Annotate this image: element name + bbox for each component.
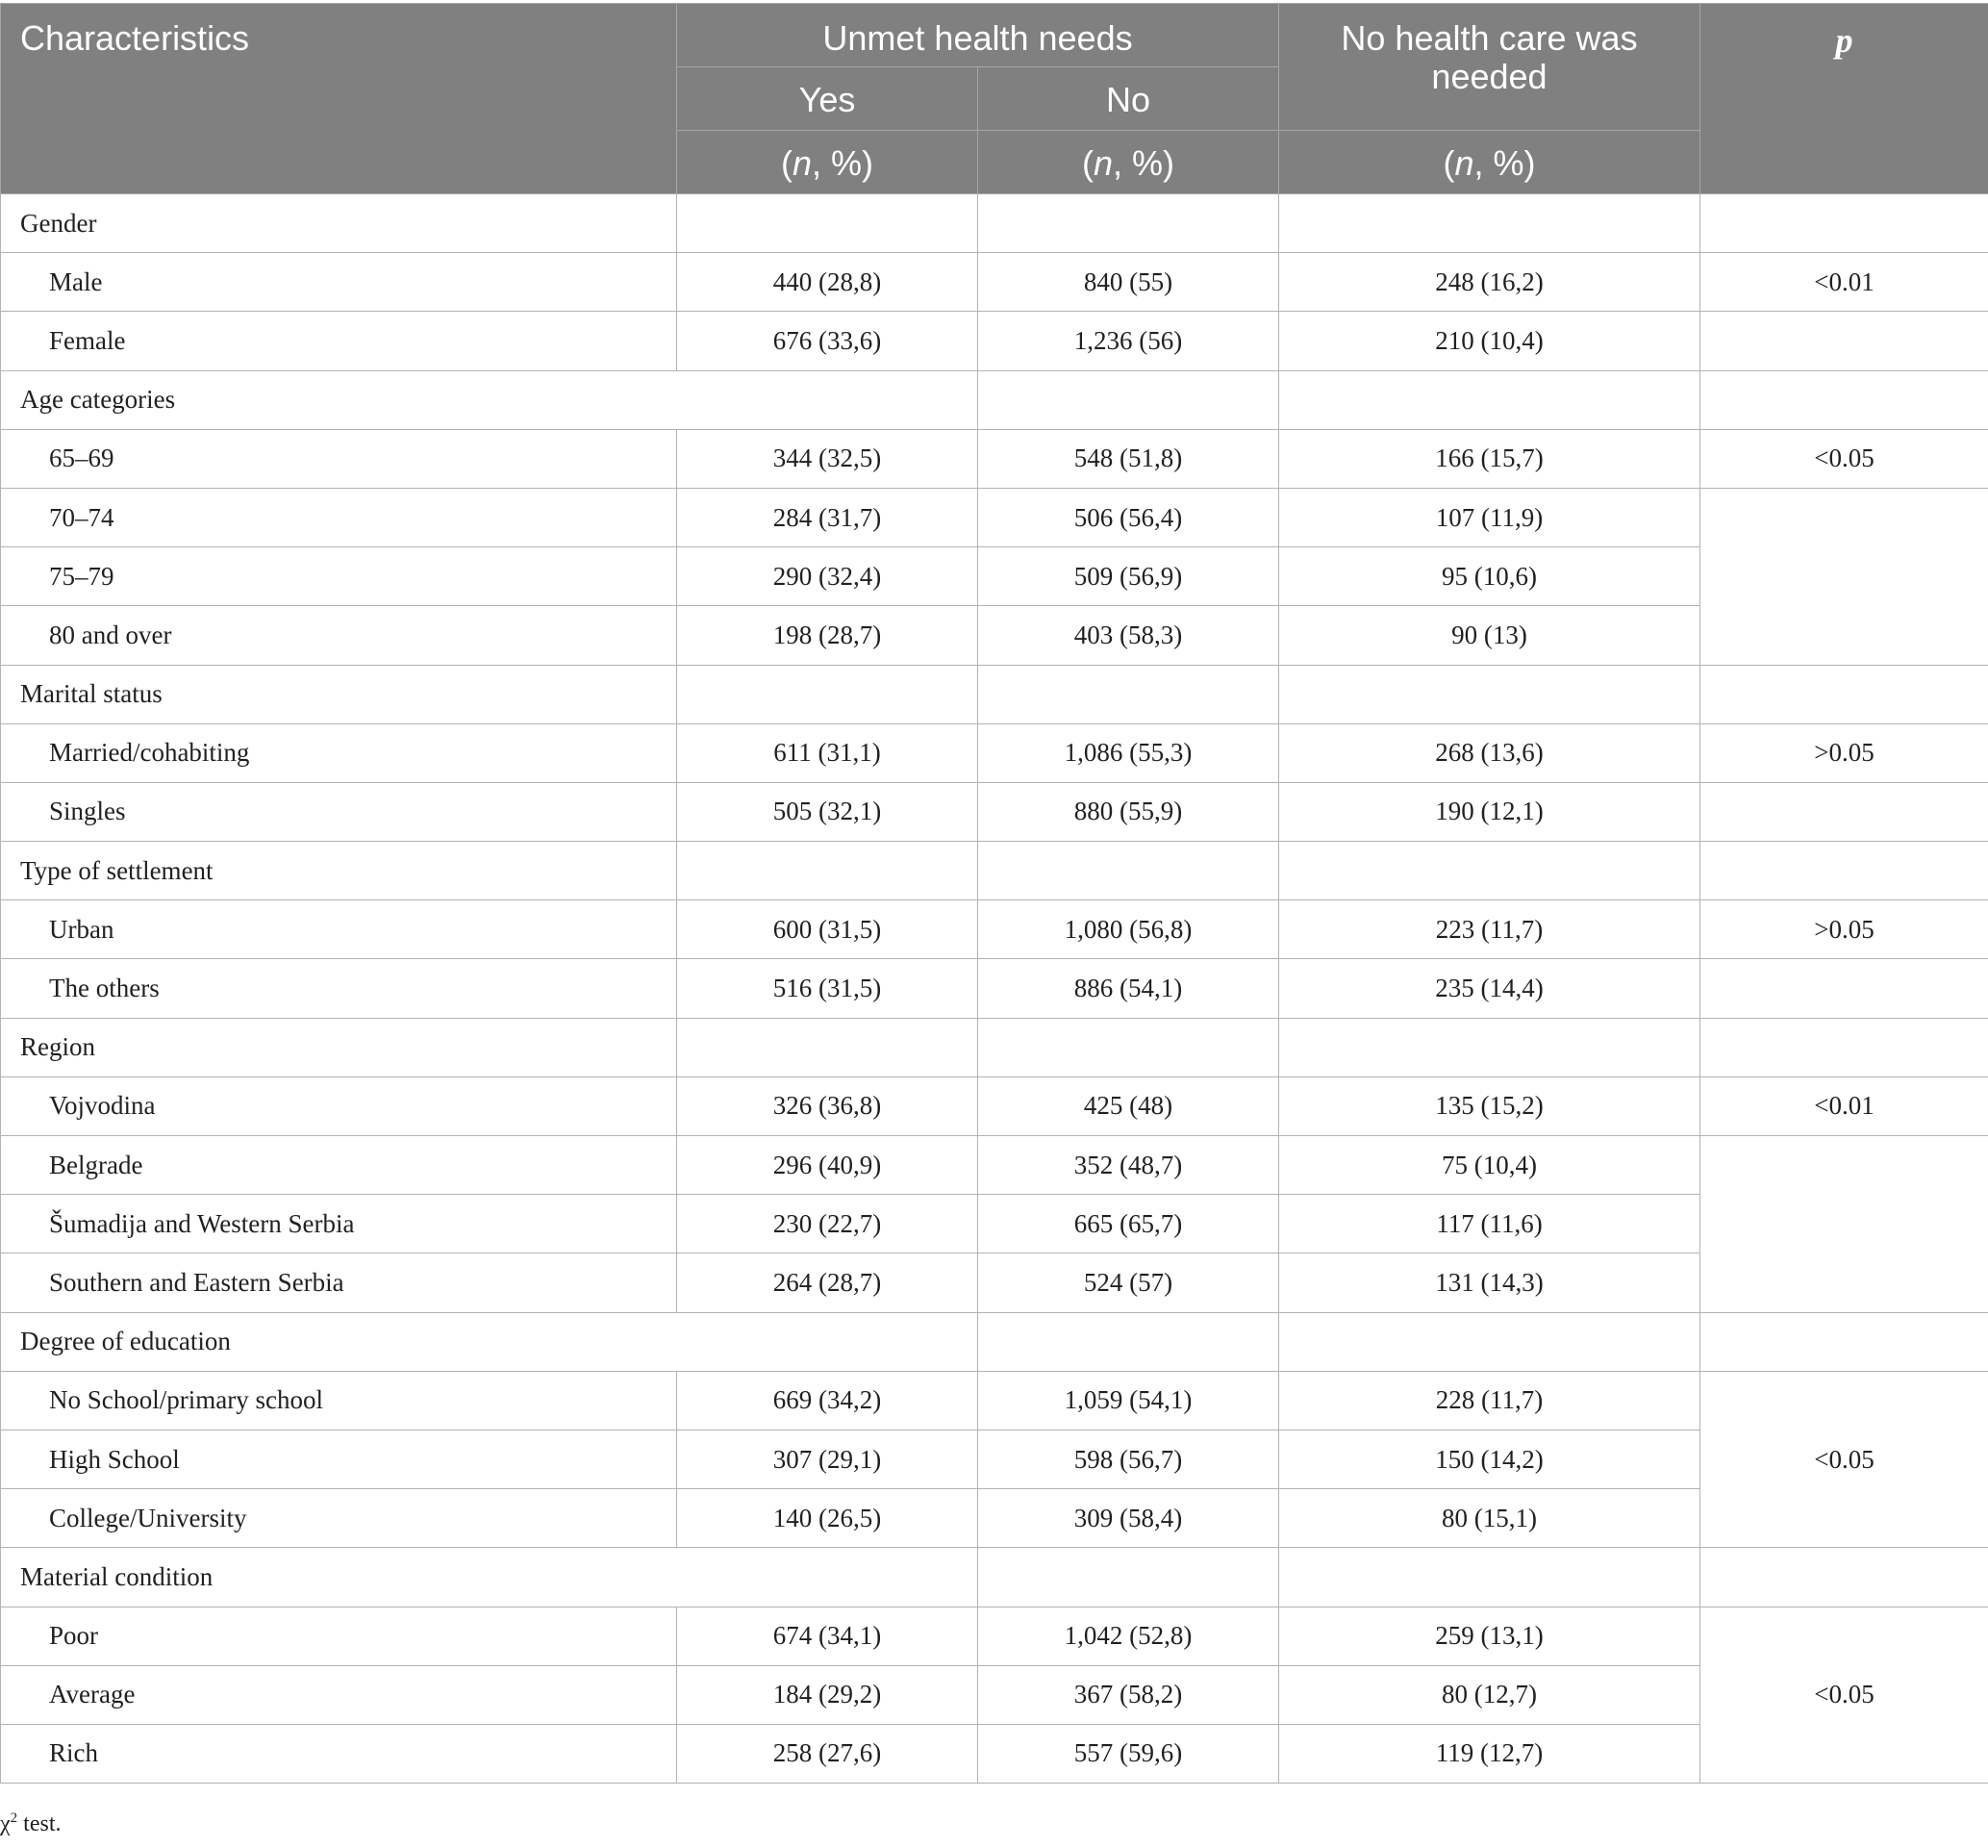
table-row [1,312,1988,370]
header-characteristics: Characteristics [1,4,677,194]
value-no-care: 268 (13,6) [1279,723,1700,782]
empty-cell [1700,1312,1988,1371]
empty-cell [1700,370,1988,429]
empty-cell [677,1018,978,1076]
p-value: >0.05 [1700,723,1988,782]
empty-cell [1700,665,1988,723]
value-no-care: 210 (10,4) [1279,312,1700,370]
value-yes: 296 (40,9) [677,1136,978,1195]
row-label: The others [1,959,677,1018]
group-label: Degree of education [1,1312,978,1371]
value-yes: 284 (31,7) [677,488,978,546]
table-body [1,194,1988,1784]
empty-cell [1700,1136,1988,1313]
empty-cell [1700,782,1988,841]
table-row [1,1371,1988,1430]
table-row [1,1724,1988,1783]
table-row [1,1430,1988,1488]
group-header-row [1,842,1988,900]
value-no: 886 (54,1) [978,959,1279,1018]
value-yes: 669 (34,2) [677,1371,978,1430]
p-value: <0.05 [1700,1607,1988,1784]
value-no-care: 80 (15,1) [1279,1489,1700,1548]
group-header-row [1,370,1988,429]
row-label: Southern and Eastern Serbia [1,1253,677,1312]
value-no: 1,236 (56) [978,312,1279,370]
header-unit-no: (n, %) [978,131,1279,194]
table-row [1,1489,1988,1548]
table-row [1,1607,1988,1665]
empty-cell [978,1548,1279,1607]
empty-cell [978,1018,1279,1076]
value-yes: 600 (31,5) [677,900,978,959]
value-no-care: 95 (10,6) [1279,547,1700,606]
empty-cell [978,665,1279,723]
value-yes: 230 (22,7) [677,1195,978,1253]
table-row [1,782,1988,841]
empty-cell [978,842,1279,900]
empty-cell [1279,1018,1700,1076]
group-header-row [1,1312,1988,1371]
footnote: $\chi^2$ test. [0,1810,62,1836]
table-row [1,1136,1988,1195]
value-no: 880 (55,9) [978,782,1279,841]
p-value: <0.05 [1700,429,1988,488]
value-no: 425 (48) [978,1076,1279,1135]
row-label: College/University [1,1489,677,1548]
value-no-care: 248 (16,2) [1279,253,1700,312]
empty-cell [677,842,978,900]
group-header-row [1,665,1988,723]
empty-cell [1700,194,1988,253]
value-yes: 676 (33,6) [677,312,978,370]
table-row [1,606,1988,665]
value-yes: 140 (26,5) [677,1489,978,1548]
value-no-care: 150 (14,2) [1279,1430,1700,1488]
value-yes: 505 (32,1) [677,782,978,841]
row-label: Šumadija and Western Serbia [1,1195,677,1253]
empty-cell [677,194,978,253]
empty-cell [1279,1312,1700,1371]
value-no-care: 166 (15,7) [1279,429,1700,488]
table-row [1,488,1988,546]
group-label: Marital status [1,665,677,723]
value-no: 367 (58,2) [978,1665,1279,1724]
row-label: Average [1,1665,677,1724]
row-label: Rich [1,1724,677,1783]
empty-cell [1700,842,1988,900]
row-label: Female [1,312,677,370]
group-header-row [1,1548,1988,1607]
value-yes: 264 (28,7) [677,1253,978,1312]
row-label: Male [1,253,677,312]
value-no-care: 228 (11,7) [1279,1371,1700,1430]
value-no: 598 (56,7) [978,1430,1279,1488]
value-yes: 307 (29,1) [677,1430,978,1488]
value-no-care: 223 (11,7) [1279,900,1700,959]
row-label: High School [1,1430,677,1488]
value-yes: 326 (36,8) [677,1076,978,1135]
value-yes: 290 (32,4) [677,547,978,606]
table-row [1,429,1988,488]
empty-cell [1700,488,1988,665]
value-no-care: 235 (14,4) [1279,959,1700,1018]
value-yes: 674 (34,1) [677,1607,978,1665]
value-no-care: 190 (12,1) [1279,782,1700,841]
row-label: No School/primary school [1,1371,677,1430]
value-no: 506 (56,4) [978,488,1279,546]
table-row [1,1665,1988,1724]
empty-cell [1700,959,1988,1018]
value-yes: 344 (32,5) [677,429,978,488]
p-value: >0.05 [1700,900,1988,959]
value-no-care: 75 (10,4) [1279,1136,1700,1195]
empty-cell [1700,1018,1988,1076]
header-unit-yes: (n, %) [677,131,978,194]
value-no: 403 (58,3) [978,606,1279,665]
value-no: 509 (56,9) [978,547,1279,606]
value-no: 309 (58,4) [978,1489,1279,1548]
empty-cell [1279,665,1700,723]
value-no: 352 (48,7) [978,1136,1279,1195]
row-label: Singles [1,782,677,841]
p-value: <0.01 [1700,253,1988,312]
value-no-care: 135 (15,2) [1279,1076,1700,1135]
value-yes: 516 (31,5) [677,959,978,1018]
empty-cell [1279,370,1700,429]
value-no: 1,080 (56,8) [978,900,1279,959]
table-row [1,1076,1988,1135]
value-no: 840 (55) [978,253,1279,312]
value-no-care: 117 (11,6) [1279,1195,1700,1253]
empty-cell [1279,842,1700,900]
value-no: 1,042 (52,8) [978,1607,1279,1665]
row-label: 80 and over [1,606,677,665]
value-no: 1,086 (55,3) [978,723,1279,782]
empty-cell [978,194,1279,253]
characteristics-table [0,3,1988,1784]
table-row [1,959,1988,1018]
header-unmet-health-needs: Unmet health needs [677,4,1279,67]
row-label: 70–74 [1,488,677,546]
group-label: Type of settlement [1,842,677,900]
empty-cell [677,665,978,723]
table-row [1,1253,1988,1312]
row-label: Married/cohabiting [1,723,677,782]
value-yes: 198 (28,7) [677,606,978,665]
empty-cell [1279,194,1700,253]
table-row [1,723,1988,782]
header-p-value: p [1700,4,1988,194]
value-no-care: 80 (12,7) [1279,1665,1700,1724]
value-no-care: 119 (12,7) [1279,1724,1700,1783]
value-yes: 184 (29,2) [677,1665,978,1724]
value-yes: 258 (27,6) [677,1724,978,1783]
value-no-care: 107 (11,9) [1279,488,1700,546]
p-value: <0.05 [1700,1371,1988,1548]
table-row [1,900,1988,959]
value-no: 665 (65,7) [978,1195,1279,1253]
group-label: Region [1,1018,677,1076]
value-no-care: 131 (14,3) [1279,1253,1700,1312]
value-no-care: 259 (13,1) [1279,1607,1700,1665]
value-no-care: 90 (13) [1279,606,1700,665]
row-label: 65–69 [1,429,677,488]
value-no: 524 (57) [978,1253,1279,1312]
header-no-health-care-needed: No health care was needed [1279,4,1700,131]
table-header [1,4,1988,194]
empty-cell [978,1312,1279,1371]
value-no: 1,059 (54,1) [978,1371,1279,1430]
empty-cell [1700,1548,1988,1607]
header-no: No [978,67,1279,131]
value-yes: 611 (31,1) [677,723,978,782]
value-no: 548 (51,8) [978,429,1279,488]
row-label: 75–79 [1,547,677,606]
group-header-row [1,194,1988,253]
row-label: Belgrade [1,1136,677,1195]
p-value: <0.01 [1700,1076,1988,1135]
empty-cell [1700,312,1988,370]
header-yes: Yes [677,67,978,131]
value-no: 557 (59,6) [978,1724,1279,1783]
table-row [1,547,1988,606]
table-row [1,1195,1988,1253]
value-yes: 440 (28,8) [677,253,978,312]
group-header-row [1,1018,1988,1076]
row-label: Poor [1,1607,677,1665]
row-label: Urban [1,900,677,959]
row-label: Vojvodina [1,1076,677,1135]
empty-cell [978,370,1279,429]
group-label: Gender [1,194,677,253]
table-row [1,253,1988,312]
header-unit-no-care: (n, %) [1279,131,1700,194]
group-label: Material condition [1,1548,978,1607]
group-label: Age categories [1,370,978,429]
empty-cell [1279,1548,1700,1607]
